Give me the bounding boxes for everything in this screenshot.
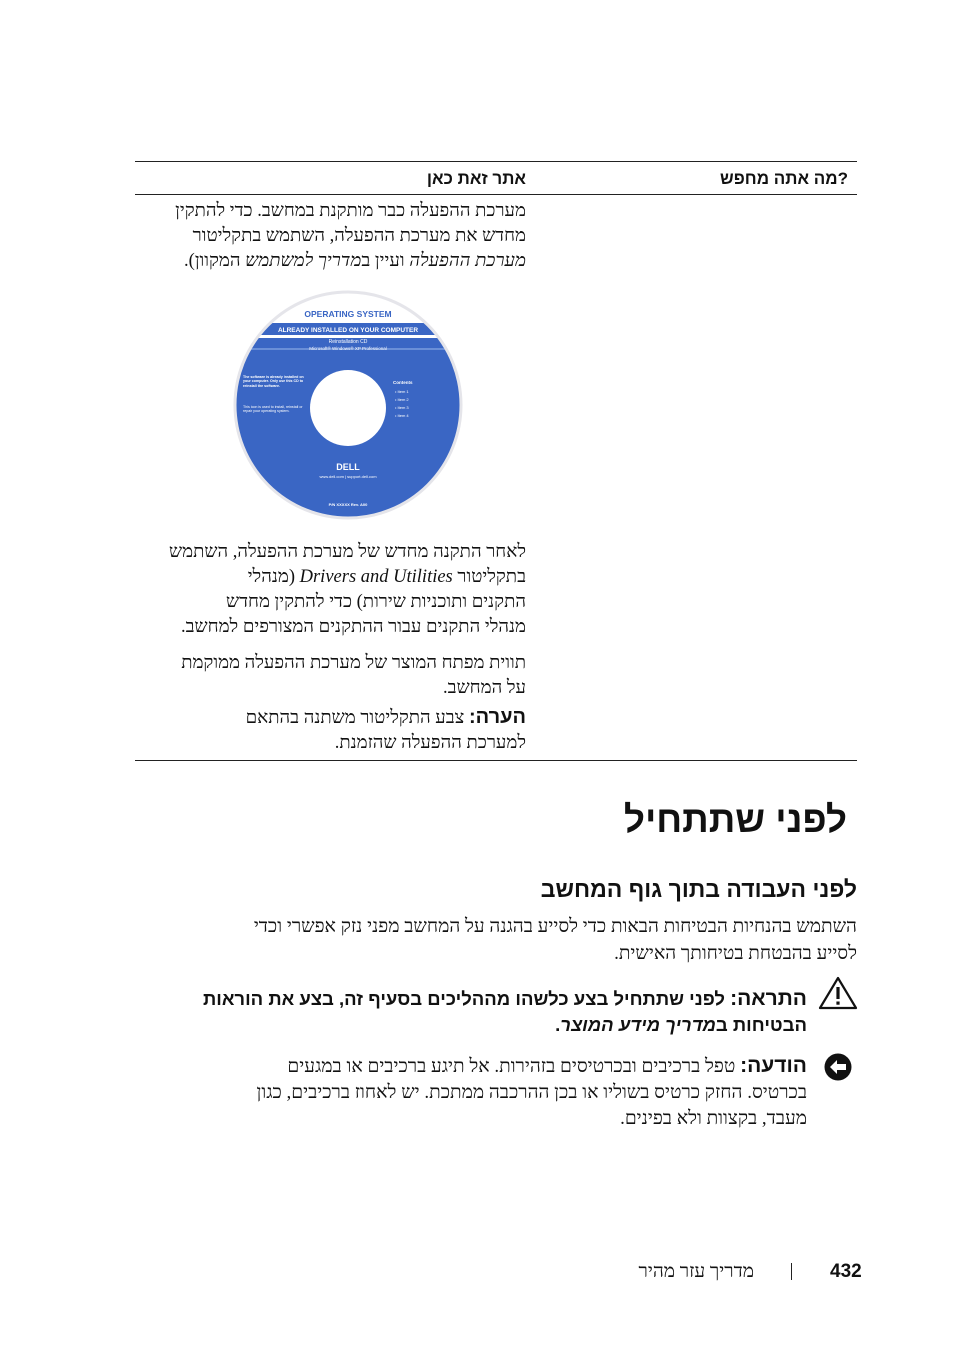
table-header-rule [135, 194, 857, 195]
disc-url: www.dell.com | support.dell.com [319, 474, 377, 479]
footer-divider [791, 1263, 792, 1280]
text-run: בתקליטור [452, 567, 526, 587]
disc-contents-item: • Item 3 [395, 405, 409, 410]
table-top-rule [135, 161, 857, 162]
disc-left-text2-box [243, 405, 307, 445]
text-run: הבטיחות ב [715, 1014, 807, 1035]
table-note [126, 705, 526, 756]
text-run: . [555, 1014, 561, 1035]
cell-line: לאחר התקנה מחדש של מערכת ההפעלה, השתמש [169, 542, 526, 562]
table-cell-product-key [126, 651, 526, 701]
disc-contents-item: • Item 4 [395, 413, 409, 418]
text-run: (מנהלי [247, 567, 300, 587]
notice-arrow-icon [823, 1052, 853, 1082]
notice-text [107, 1053, 807, 1132]
table-cell-os-reinstall [126, 199, 526, 274]
text-run: טפל ברכיבים ובכרטיסים בזהירות. אל תיגע ברכיבים או במגעים [287, 1056, 741, 1077]
note-line [126, 705, 526, 731]
disc-contents-item: • Item 1 [395, 389, 409, 394]
disc-product-line1: Reinstallation CD [328, 339, 368, 345]
page-title: לפני שתתחיל [623, 799, 847, 840]
cell-line: מנהלי התקנים עבור ההתקנים המצורפים למחשב. [181, 617, 526, 637]
footer-title: מדריך עזר מהיר [638, 1261, 754, 1282]
caution-line [107, 1012, 807, 1038]
notice-line: בכרטיס. החזק כרטיס בשוליו או בכן ההרכבה ממתכת. יש לאחוז ברכיבים, כגון [256, 1082, 807, 1103]
note-label: הערה: [469, 706, 526, 728]
cell-line: התקנים ותוכניות שירות) כדי להתקין מחדש [226, 592, 526, 612]
table-cell-drivers-utilities [126, 540, 526, 640]
text-run: לפני שתתחיל בצע כלשהו מההליכים בסעיף זה, בצע את הוראות [202, 988, 731, 1009]
cell-line: מערכת ההפעלה כבר מותקנת במחשב. כדי להתקין [175, 201, 526, 221]
body-line: לסייע בהבטחת בטיחותך האישית. [614, 943, 857, 964]
notice-line: מעבד, בקצוות ולא בפינים. [620, 1108, 807, 1129]
operating-system-disc-image [233, 290, 463, 520]
disc-title: OPERATING SYSTEM [304, 309, 392, 319]
text-run: המקוון). [184, 251, 246, 271]
text-run: צבע התקליטור משתנה בהתאם [245, 708, 470, 728]
italic-term: Drivers and Utilities [299, 567, 453, 587]
cell-line [126, 249, 526, 274]
caution-line [107, 986, 807, 1012]
disc-contents-item: • Item 2 [395, 397, 409, 402]
section-subtitle: לפני העבודה בתוך גוף המחשב [540, 876, 857, 902]
disc-product-line2: Microsoft® Windows® XP Professional [309, 346, 387, 351]
notice-line [107, 1053, 807, 1080]
disc-center-hole [310, 370, 386, 446]
cell-line [126, 565, 526, 590]
dell-logo: DELL [336, 462, 360, 472]
table-bottom-rule [135, 760, 857, 761]
disc-left-text2: This icon is used to install, reinstall or repair your operating system. [243, 405, 303, 414]
disc-part-number: P/N XXXXX Rev. A00 [328, 502, 368, 507]
notice-label: הודעה: [740, 1054, 807, 1077]
italic-term: מדריך למשתמש [245, 251, 362, 271]
body-line: השתמש בהנחיות הבטיחות הבאות כדי לסייע בהגנה על המחשב מפני נזק אפשרי וכדי [253, 916, 857, 937]
page-number: 432 [830, 1261, 862, 1282]
note-line: למערכת ההפעלה שהזמנת. [334, 733, 526, 753]
column-header-where: אתר זאת כאן [426, 169, 526, 188]
caution-warning-icon [818, 976, 858, 1010]
disc-left-text: The software is already installed on your computer. Only use this CD to reinstall the software. [243, 375, 304, 388]
italic-term: מדריך מידע המוצר [560, 1014, 716, 1035]
cell-line: תווית מפתח המוצר של מערכת ההפעלה ממוקמת [181, 653, 526, 673]
text-run: ועיין ב [361, 251, 410, 271]
section-body [127, 913, 857, 967]
cell-line: על המחשב. [443, 678, 526, 698]
caution-label: התראה: [730, 987, 807, 1010]
disc-subtitle: ALREADY INSTALLED ON YOUR COMPUTER [277, 327, 419, 334]
caution-text [107, 986, 807, 1038]
cell-line: מחדש את מערכת ההפעלה, השתמש בתקליטור [192, 226, 526, 246]
column-header-what: ?מה אתה מחפש [720, 169, 848, 188]
disc-contents-title: Contents [393, 380, 413, 385]
italic-term: מערכת ההפעלה [409, 251, 526, 271]
